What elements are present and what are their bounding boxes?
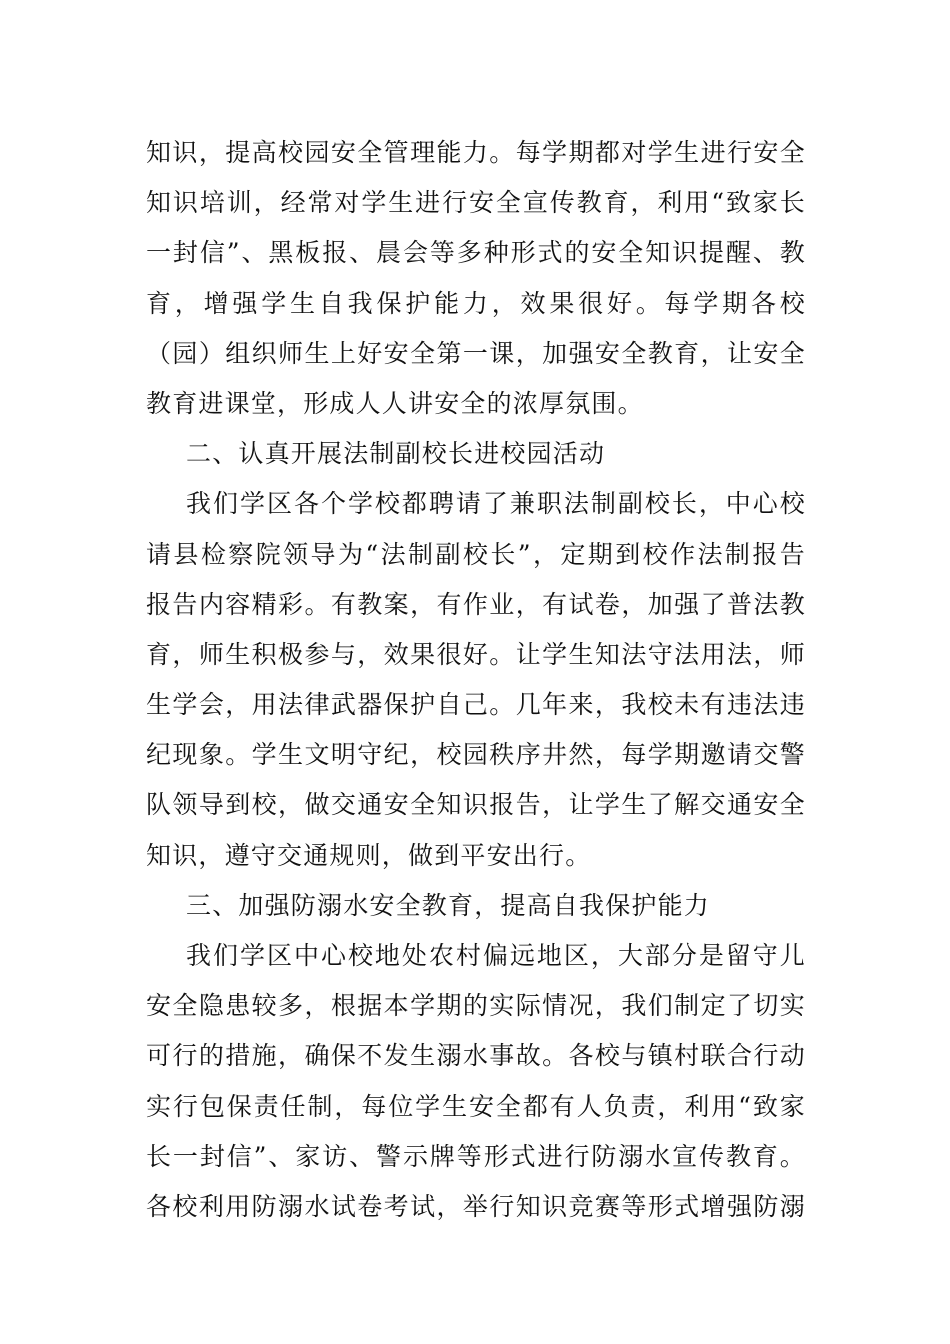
section-heading: 三、加强防溺水安全教育，提高自我保护能力 bbox=[186, 890, 711, 920]
paragraph-line: 知识，遵守交通规则，做到平安出行。 bbox=[146, 840, 592, 870]
document-body bbox=[146, 128, 806, 1232]
paragraph-line: 我们学区中心校地处农村偏远地区，大部分是留守儿 bbox=[186, 941, 806, 970]
paragraph-line: 安全隐患较多，根据本学期的实际情况，我们制定了切实 bbox=[146, 991, 806, 1021]
paragraph-line: 可行的措施，确保不发生溺水事故。各校与镇村联合行动 bbox=[146, 1041, 806, 1071]
paragraph-line: 长一封信”、家访、警示牌等形式进行防溺水宣传教育。 bbox=[146, 1141, 806, 1171]
paragraph-line: 纪现象。学生文明守纪，校园秩序井然，每学期邀请交警 bbox=[146, 740, 806, 770]
paragraph-line: 生学会，用法律武器保护自己。几年来，我校未有违法违 bbox=[146, 690, 806, 720]
paragraph-line: 我们学区各个学校都聘请了兼职法制副校长，中心校 bbox=[186, 489, 806, 519]
paragraph-line: 各校利用防溺水试卷考试，举行知识竞赛等形式增强防溺 bbox=[146, 1191, 806, 1221]
paragraph-line: 教育进课堂，形成人人讲安全的浓厚氛围。 bbox=[146, 388, 644, 418]
paragraph-line: （园）组织师生上好安全第一课，加强安全教育，让安全 bbox=[146, 338, 806, 368]
paragraph-line: 知识培训，经常对学生进行安全宣传教育，利用“致家长 bbox=[146, 188, 806, 218]
paragraph-line: 请县检察院领导为“法制副校长”，定期到校作法制报告 bbox=[146, 539, 806, 569]
paragraph-line: 一封信”、黑板报、晨会等多种形式的安全知识提醒、教 bbox=[146, 238, 806, 268]
paragraph-line: 报告内容精彩。有教案，有作业，有试卷，加强了普法教 bbox=[146, 589, 806, 619]
paragraph-line: 育，师生积极参与，效果很好。让学生知法守法用法，师 bbox=[146, 639, 806, 669]
section-heading: 二、认真开展法制副校长进校园活动 bbox=[186, 439, 606, 469]
paragraph-line: 知识，提高校园安全管理能力。每学期都对学生进行安全 bbox=[146, 138, 806, 167]
paragraph-line: 队领导到校，做交通安全知识报告，让学生了解交通安全 bbox=[146, 790, 806, 820]
paragraph-line: 育，增强学生自我保护能力，效果很好。每学期各校 bbox=[146, 288, 806, 318]
paragraph-line: 实行包保责任制，每位学生安全都有人负责，利用“致家 bbox=[146, 1091, 806, 1121]
